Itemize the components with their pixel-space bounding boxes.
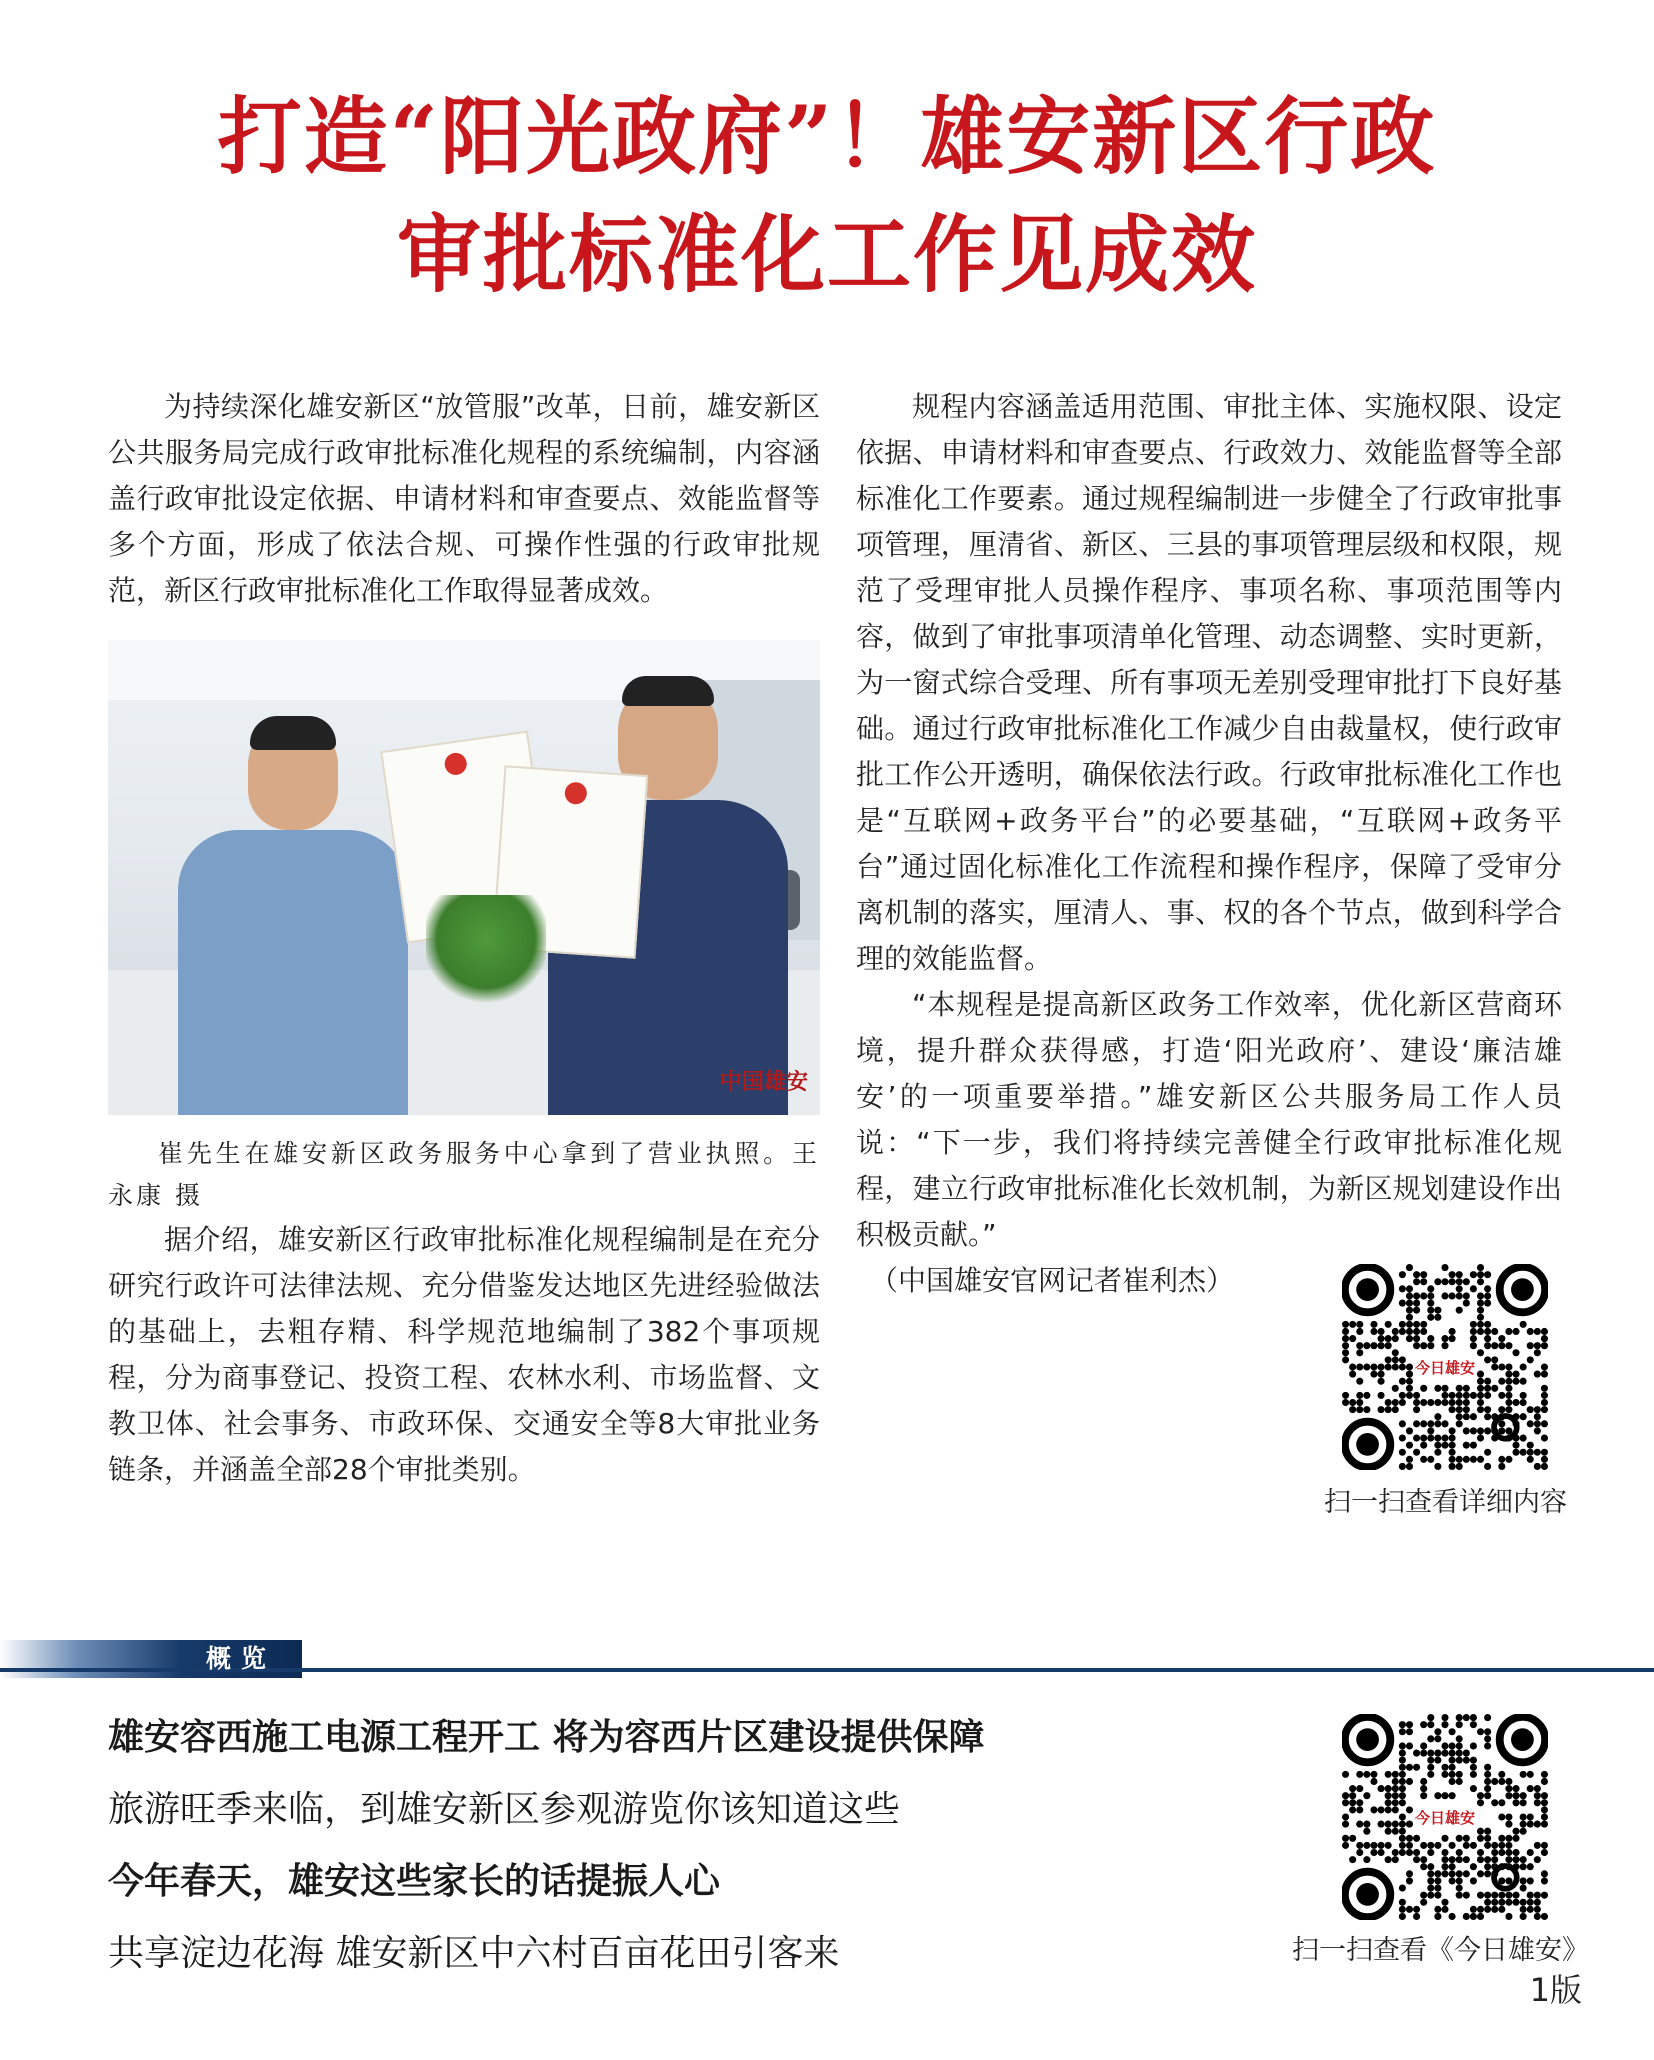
qr-code-detail-label: 扫一扫查看详细内容 <box>1324 1487 1567 1518</box>
article-paragraph-1: 为持续深化雄安新区“放管服”改革，日前，雄安新区公共服务局完成行政审批标准化规程的系统编制，内容涵盖行政审批设定依据、申请材料和审查要点、效能监督等多个方面，形成了依法合规、可操作性强的行政审批规范，新区行政审批标准化工作取得显著成效。 <box>108 390 820 607</box>
overview-list <box>108 1710 1208 1982</box>
overview-item-2[interactable]: 旅游旺季来临，到雄安新区参观游览你该知道这些 <box>108 1789 901 1830</box>
overview-item-3[interactable]: 今年春天，雄安这些家长的话提振人心 <box>108 1861 721 1902</box>
headline-line-2: 审批标准化工作见成效 <box>396 205 1257 304</box>
photo-caption: 崔先生在雄安新区政务服务中心拿到了营业执照。王永康 摄 <box>108 1139 820 1210</box>
officer-figure <box>178 720 408 1115</box>
article-right-column <box>856 384 1562 1304</box>
article-paragraph-4: “本规程是提高新区政务工作效率，优化新区营商环境，提升群众获得感，打造‘阳光政府’、建设‘廉洁雄安’的一项重要举措。”雄安新区公共服务局工作人员说：“下一步，我们将持续完善健全行政审批标准化规程，建立行政审批标准化长效机制，为新区规划建设作出积极贡献。” <box>856 988 1562 1251</box>
article-paragraph-2: 据介绍，雄安新区行政审批标准化规程编制是在充分研究行政许可法律法规、充分借鉴发达地区先进经验做法的基础上，去粗存精、科学规范地编制了382个事项规程，分为商事登记、投资工程、农林水利、市场监督、文教卫体、社会事务、市政环保、交通安全等8大审批业务链条，并涵盖全部28个审批类别。 <box>108 1223 820 1486</box>
overview-item-4[interactable]: 共享淀边花海 雄安新区中六村百亩花田引客来 <box>108 1933 840 1974</box>
qr-code-newspaper[interactable] <box>1342 1714 1548 1920</box>
reporter-credit: （中国雄安官网记者崔利杰） <box>870 1264 1235 1297</box>
news-photo <box>108 640 820 1115</box>
plant <box>426 895 546 1005</box>
headline-line-1: 打造“阳光政府”！雄安新区行政 <box>217 87 1437 186</box>
qr-center-logo-text: 今日雄安 <box>1414 1809 1476 1827</box>
qr-code-detail[interactable] <box>1342 1264 1548 1470</box>
photo-watermark: 中国雄安 <box>719 1069 808 1095</box>
article-paragraph-3: 规程内容涵盖适用范围、审批主体、实施权限、设定依据、申请材料和审查要点、行政效力、效能监督等全部标准化工作要素。通过规程编制进一步健全了行政审批事项管理，厘清省、新区、三县的事项管理层级和权限，规范了受理审批人员操作程序、事项名称、事项范围等内容，做到了审批事项清单化管理、动态调整、实时更新，为一窗式综合受理、所有事项无差别受理审批打下良好基础。通过行政审批标准化工作减少自由裁量权，使行政审批工作公开透明，确保依法行政。行政审批标准化工作也是“互联网+政务平台”的必要基础，“互联网+政务平台”通过固化标准化工作流程和操作程序，保障了受审分离机制的落实，厘清人、事、权的各个节点，做到科学合理的效能监督。 <box>856 390 1562 975</box>
page-number: 1版 <box>1529 1971 1582 2009</box>
article-left-column <box>108 384 820 1493</box>
overview-item-1[interactable]: 雄安容西施工电源工程开工 将为容西片区建设提供保障 <box>108 1717 985 1758</box>
overview-title: 概览 <box>206 1644 277 1673</box>
qr-center-logo-text: 今日雄安 <box>1414 1359 1476 1377</box>
qr-code-newspaper-label: 扫一扫查看《今日雄安》 <box>1292 1935 1589 1966</box>
headline <box>0 78 1654 314</box>
